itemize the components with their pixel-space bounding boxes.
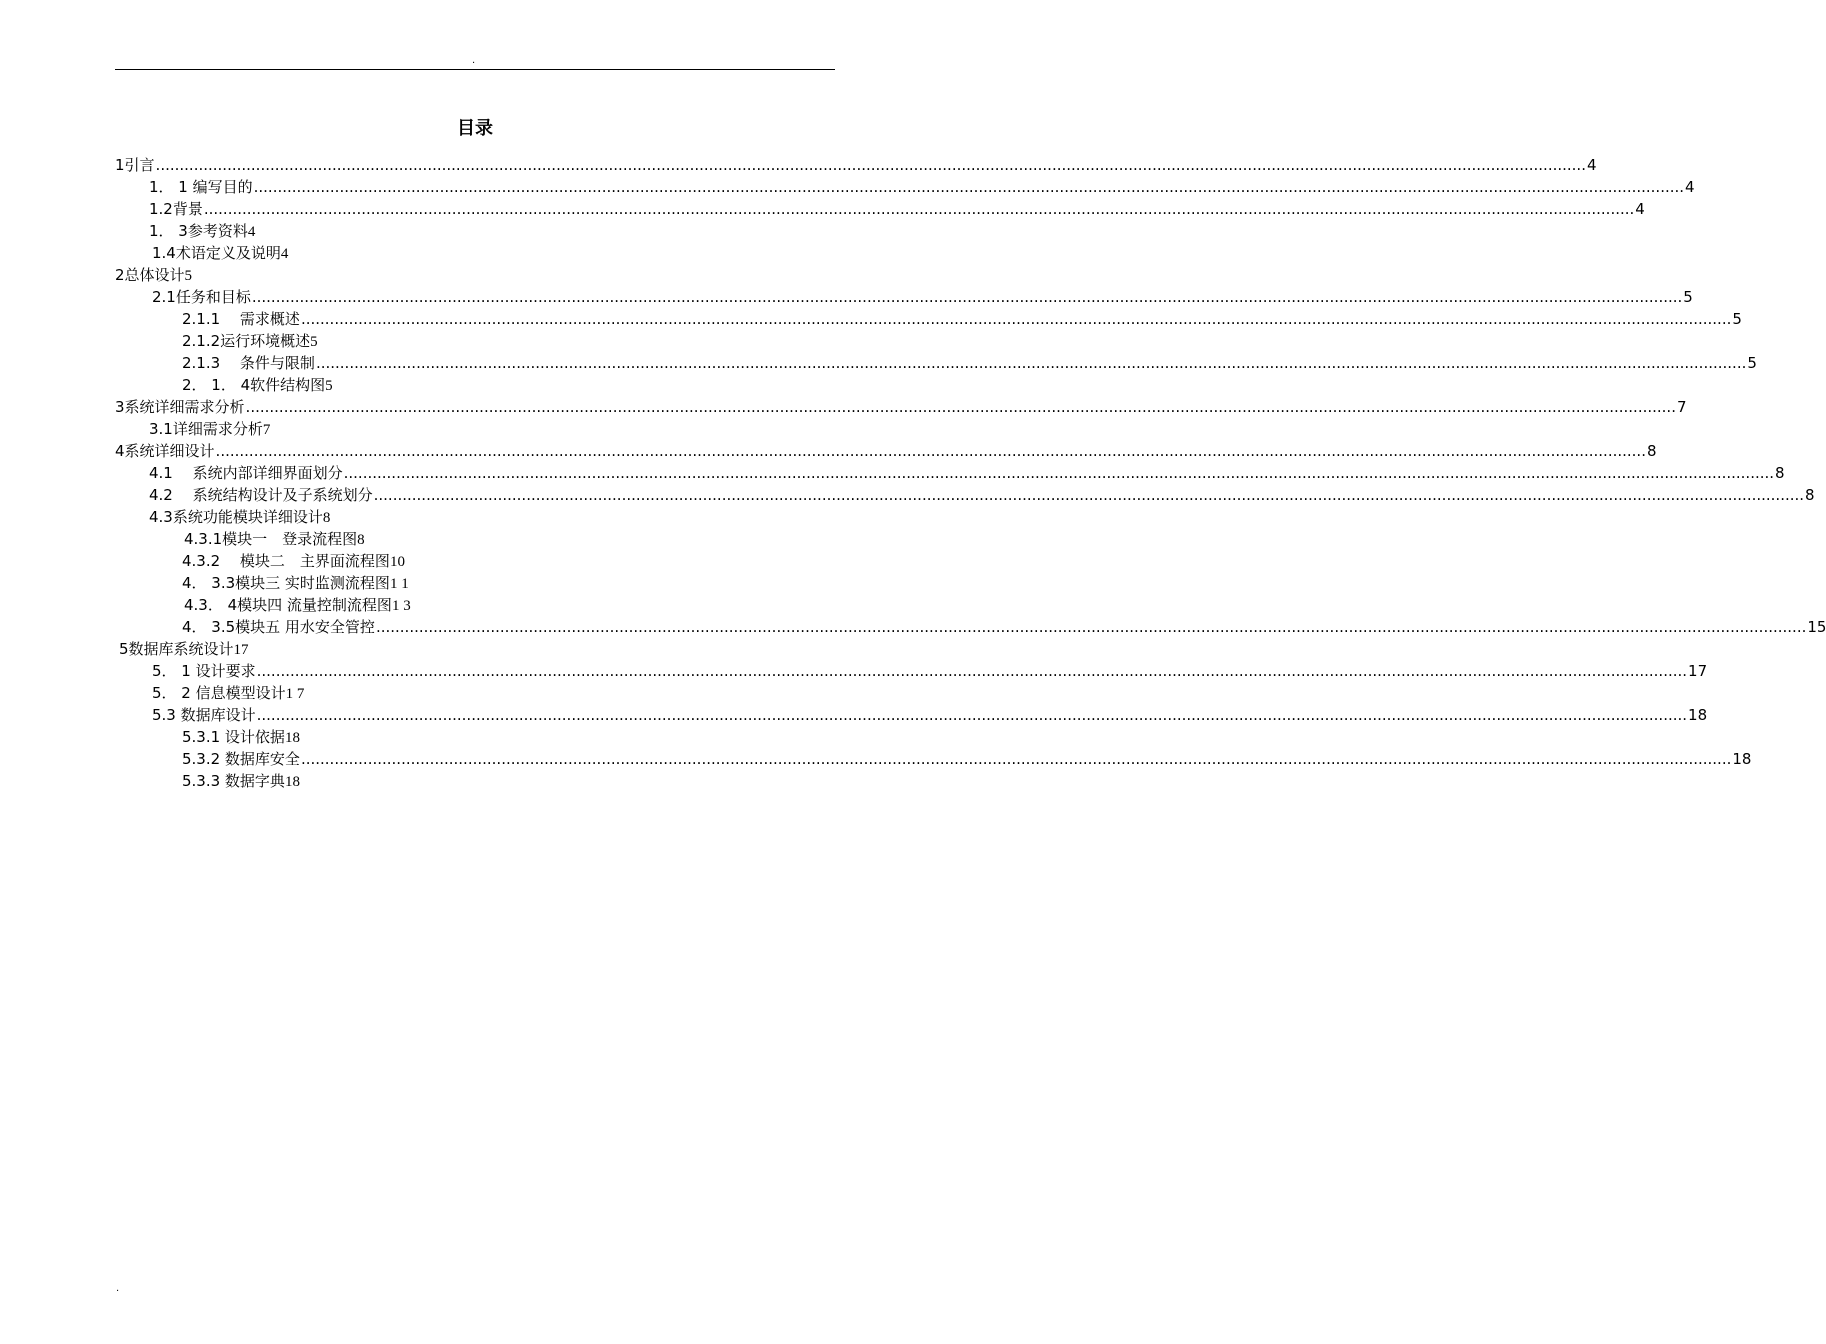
dot-leader: ............................................................................................................................................................................................................................................................................................................ [215,442,1646,460]
dot-leader: ............................................................................................................................................................................................................................................................................................................ [300,750,1732,768]
toc-entry-page: 5‍ [184,268,193,284]
toc-entry[interactable] [152,660,1708,682]
dot-leader: ............................................................................................................................................................................................................................................................................................................ [253,178,1685,196]
toc-entry-page: 5 [1747,354,1757,372]
toc-entry[interactable] [182,616,1826,638]
toc-entry-label: 1.4‍术语定义及说明 [152,244,281,262]
toc-entry[interactable] [182,352,1757,374]
toc-entry-label: 5． 2 信息模型设计 [152,684,286,702]
toc-entry[interactable] [182,308,1742,330]
header-mark: . [472,55,476,66]
toc-entry[interactable] [149,176,1695,198]
toc-entry-label: 5.3.3 数据字典 [182,772,285,790]
toc-entry-page: 15 [1807,618,1826,636]
toc-entry-label: 1.2‍背景 [149,200,203,218]
toc-entry-page: 8 [1646,442,1657,460]
toc-entry-page: 8 [1805,486,1815,504]
toc-entry[interactable] [115,440,1657,462]
toc-entry[interactable] [182,726,300,748]
toc-entry-label: 1‍引言 [115,156,155,174]
toc-entry[interactable] [115,154,1597,176]
toc-entry-page: 4 [1586,156,1597,174]
toc-entry[interactable] [152,704,1708,726]
dot-leader: ............................................................................................................................................................................................................................................................................................................ [245,398,1676,416]
dot-leader: ............................................................................................................................................................................................................................................................................................................ [251,288,1683,306]
header-rule [115,69,835,70]
toc-entry[interactable] [149,198,1645,220]
toc-entry[interactable] [182,330,318,352]
toc-entry-page: 18 [1732,750,1752,768]
toc-entry-page: 1 3 ‍ [391,598,415,614]
toc-entry-label: 5.3.2 数据库安全 [182,750,300,768]
toc-entry-page: 1 1 ‍ [389,576,413,592]
footer-mark: . [116,1283,120,1294]
dot-leader: ............................................................................................................................................................................................................................................................................................................ [315,354,1747,372]
toc-entry-label: 1． 3‍参考资料 [149,222,248,240]
toc-entry-label: 4． 3.3‍模块三 实时监测流程图 [182,574,390,592]
toc-entry-page: 5‍ [325,378,333,394]
toc-entry-label: 5‍数据库系统设计 [119,640,234,658]
toc-entry[interactable] [149,418,270,440]
toc-entry-page: 5 [1683,288,1693,306]
toc-entry[interactable] [149,506,330,528]
toc-entry-page: 18‍ [284,774,300,790]
toc-entry-page: 7‍ [262,422,271,438]
toc-entry[interactable] [115,396,1687,418]
dot-leader: ............................................................................................................................................................................................................................................................................................................ [256,662,1688,680]
dot-leader: ............................................................................................................................................................................................................................................................................................................ [155,156,1586,174]
toc-entry-label: 1． 1 ‍编写目的 [149,178,253,196]
dot-leader: ............................................................................................................................................................................................................................................................................................................ [373,486,1805,504]
toc-entry-label: 5.3 数据库设计 [152,706,256,724]
toc-entry[interactable] [152,286,1693,308]
toc-entry-label: 3‍系统详细需求分析 [115,398,245,416]
toc-entry[interactable] [152,242,288,264]
toc-entry-label: 2.1.1 需求概述 [182,310,300,328]
toc-entry[interactable] [149,220,255,242]
toc-entry-label: 4.1 系统内部详细界面划分 [149,464,343,482]
toc-entry-page: 10‍ [389,554,405,570]
dot-leader: ............................................................................................................................................................................................................................................................................................................ [375,618,1807,636]
toc-entry-page: 7 [1676,398,1687,416]
toc-entry-page: 5 [1732,310,1742,328]
toc-title: 目录 [457,118,493,139]
toc-entry-page: 17‍ [233,642,249,658]
toc-entry-label: 2.1‍任务和目标 [152,288,251,306]
toc-entry-page: 1 7‍ [285,686,305,702]
toc-entry[interactable] [119,638,249,660]
toc-entry-label: 2‍总体设计 [115,266,185,284]
toc-entry-label: 4‍系统详细设计 [115,442,215,460]
toc-entry-label: 5.3.1 设计依据 [182,728,285,746]
toc-entry[interactable] [184,528,365,550]
toc-entry-page: 5‍ [310,334,318,350]
toc-entry[interactable] [182,770,300,792]
toc-entry-page: 4 [1685,178,1695,196]
toc-entry[interactable] [182,374,333,396]
dot-leader: ............................................................................................................................................................................................................................................................................................................ [300,310,1732,328]
dot-leader: ............................................................................................................................................................................................................................................................................................................ [203,200,1635,218]
toc-entry-label: 3.1‍详细需求分析 [149,420,263,438]
toc-entry-label: 4． 3.5‍模块五 用水安全管控 [182,618,375,636]
dot-leader: ............................................................................................................................................................................................................................................................................................................ [256,706,1688,724]
toc-entry[interactable] [152,682,304,704]
toc-entry-label: 5． 1 设计要求 [152,662,256,680]
toc-entry-label: 2． 1． 4‍软件结构图 [182,376,326,394]
toc-entry-page: 8‍ [357,532,365,548]
toc-entry-label: 4.2 系统结构设计及子系统划分 [149,486,373,504]
toc-entry[interactable] [182,550,405,572]
toc-entry[interactable] [149,484,1815,506]
toc-entry-page: 8 [1775,464,1785,482]
dot-leader: ............................................................................................................................................................................................................................................................................................................ [343,464,1775,482]
toc-entry[interactable] [115,264,192,286]
toc-entry[interactable] [184,594,414,616]
toc-entry-label: 4.3． 4‍模块四 流量控制流程图 [184,596,392,614]
toc-entry-page: 17 [1688,662,1708,680]
toc-entry-page: 4‍ [247,224,256,240]
toc-entry-page: 18 [1688,706,1708,724]
toc-entry-label: 2.1.3 条件与限制 [182,354,315,372]
toc-entry[interactable] [149,462,1785,484]
toc-entry-label: 4.3.1‍模块一 登录流程图 [184,530,358,548]
toc-entry-page: 18‍ [284,730,300,746]
toc-entry[interactable] [182,572,412,594]
toc-entry-label: 4.3.2 模块二 主界面流程图 [182,552,390,570]
toc-entry-page: 4‍ [280,246,289,262]
toc-entry-label: 4.3‍系统功能模块详细设计 [149,508,323,526]
toc-entry-page: 4 [1635,200,1645,218]
toc-entry-page: 8‍ [322,510,331,526]
toc-entry-label: 2.1.2‍运行环境概述 [182,332,311,350]
toc-entry[interactable] [182,748,1752,770]
